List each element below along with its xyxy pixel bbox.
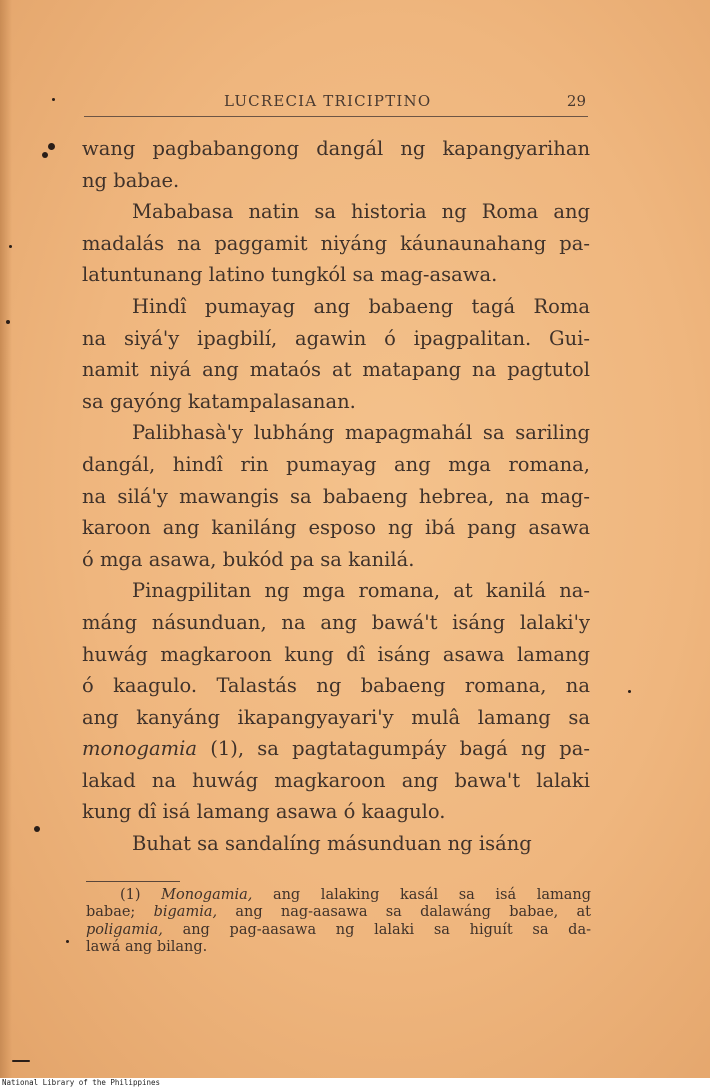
ink-speck [42, 152, 48, 158]
footnote-text: ang nag-aasawa sa dalawáng babae, at [235, 904, 592, 921]
text-line: Pinagpilitan ng mga romana, at kanilá na- [132, 579, 590, 603]
ink-speck [9, 245, 12, 248]
text-line: Hindî pumayag ang babaeng tagá Roma [132, 294, 590, 318]
text-line: madalás na paggamit niyáng káunaunahang pa- [82, 231, 590, 255]
text-line: ng babae. [82, 168, 180, 192]
footnote-text: babae; [86, 904, 136, 921]
text-line: wang pagbabangong dangál ng kapangyarihan [82, 137, 590, 160]
text-line: kung dî isá lamang asawa ó kaagulo. [82, 800, 446, 824]
footnote [86, 887, 591, 957]
text-line: namit niyá ang mataós at matapang na pagtutol [82, 358, 590, 382]
text-line: na silá'y mawangis sa babaeng hebrea, na mag- [82, 484, 590, 508]
text-line: latuntunang latino tungkól sa mag-asawa. [82, 263, 498, 287]
running-header [84, 90, 588, 114]
ink-speck [628, 690, 631, 693]
text-line: ang kanyáng ikapangyayari'y mulâ lamang sa [82, 705, 590, 729]
text-line: ó mga asawa, bukód pa sa kanilá. [82, 547, 415, 571]
footnote-rule [86, 881, 180, 882]
footnote-term: poligamia, [86, 921, 163, 938]
text-line-with-italic-term [82, 733, 590, 765]
footnote-term: bigamia, [153, 904, 218, 921]
text-span: (1), sa pagtatagumpáy bagá ng pa- [210, 737, 591, 761]
text-line: sa gayóng katampalasanan. [82, 389, 356, 413]
text-line: dangál, hindî rin pumayag ang mga romana, [82, 452, 590, 476]
footnote-line [86, 922, 591, 939]
text-line: máng násunduan, na ang bawá't isáng lalaki'y [82, 610, 590, 634]
italic-term: monogamia [82, 737, 197, 761]
ink-speck [34, 826, 40, 832]
header-rule [84, 116, 588, 117]
footnote-term: Monogamia, [161, 887, 253, 903]
body-text [82, 133, 590, 860]
text-line: karoon ang kaniláng esposo ng ibá pang asawa [82, 516, 590, 540]
ink-speck [66, 940, 69, 943]
footnote-text: ang lalaking kasál sa isá lamang [272, 887, 592, 903]
footnote-marker: (1) [120, 887, 141, 903]
ink-speck [6, 320, 10, 324]
ink-speck [48, 143, 55, 150]
ink-speck [12, 1060, 30, 1062]
footnote-text: ang pag-aasawa ng lalaki sa higuít sa da- [182, 921, 591, 938]
running-title: LUCRECIA TRICIPTINO [224, 92, 432, 110]
text-line: Palibhasà'y lubháng mapagmahál sa sariling [132, 421, 590, 445]
page-number: 29 [566, 92, 586, 110]
text-line: Buhat sa sandalíng másunduan ng isáng [132, 832, 532, 856]
library-label: National Library of the Philippines [2, 1078, 161, 1087]
page-edge-shadow [0, 0, 12, 1078]
text-line: huwág magkaroon kung dî isáng asawa lamang [82, 642, 590, 666]
text-line: ó kaagulo. Talastás ng babaeng romana, na [82, 674, 590, 698]
footnote-line: lawá ang bilang. [86, 939, 208, 956]
ink-speck [52, 98, 55, 101]
footnote-line [86, 904, 591, 921]
library-footer-strip [0, 1078, 710, 1088]
text-line: lakad na huwág magkaroon ang bawa't lalaki [82, 768, 590, 792]
text-line: na siyá'y ipagbilí, agawin ó ipagpalitan. Gui- [82, 326, 590, 350]
footnote-line [86, 887, 591, 904]
text-line: Mababasa natin sa historia ng Roma ang [132, 200, 590, 224]
